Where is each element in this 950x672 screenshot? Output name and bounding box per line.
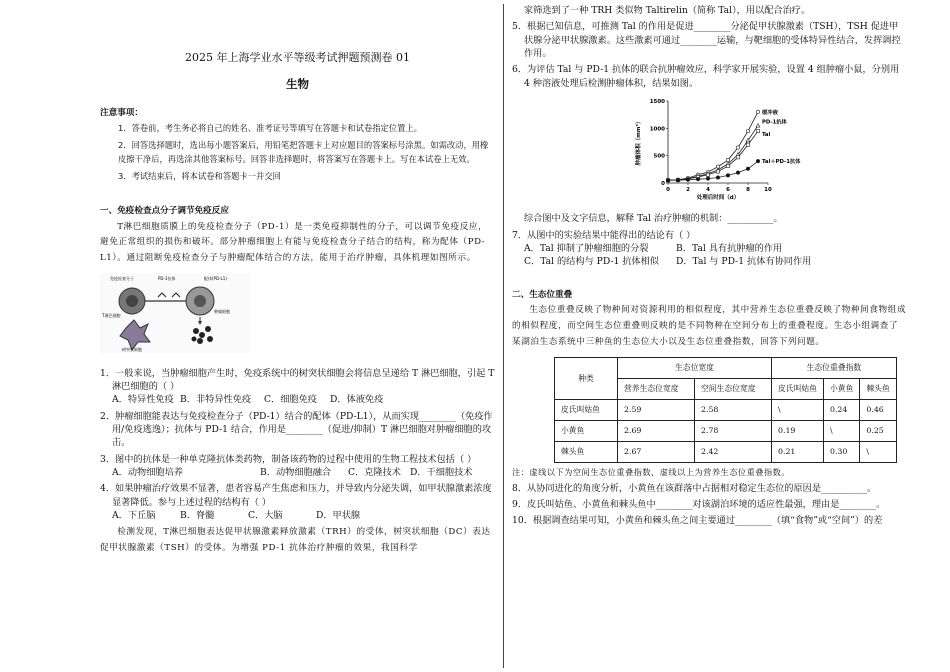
data-point <box>746 143 749 146</box>
x-tick-label: 8 <box>746 187 750 194</box>
notice-item: 1．答卷前，考生务必将自己的姓名、准考证号等填写在答题卡和试卷指定位置上。 <box>118 123 422 134</box>
cell: 0.24 <box>823 399 859 420</box>
question-7: 7．从图中的实验结果中能得出的结论有（ ） <box>512 229 696 241</box>
cell: \ <box>772 399 824 420</box>
question-2: 2．肿瘤细胞能表达与免疫检查分子（PD-1）结合的配体（PD-L1），从而实现________（免疫作用/免疫逃逸）；抗体与 PD-1 结合，作用是________（促进/抑制）T 淋巴细胞对肿瘤细胞的攻击。 <box>100 410 493 449</box>
option-d: D．干细胞技术 <box>410 467 473 478</box>
option-d: D．甲状腺 <box>316 510 361 522</box>
section2-intro: 生态位重叠反映了物种间对资源利用的相似程度，其中营养生态位重叠反映了物种间食物组成的相似程度，而空间生态位重叠则反映的是不同物种在空间分布上的重叠程度。生态小组调查了某湖泊生态系统中三种鱼的生态位大小以及生态位重叠指数，回答下列问题。 <box>512 305 907 348</box>
option-a: A．动物细胞培养 <box>112 467 183 478</box>
option-c: C．Tal 的结构与 PD-1 抗体相似 <box>524 256 659 268</box>
cell: 0.46 <box>860 399 896 420</box>
data-point <box>746 129 749 132</box>
column-divider <box>503 4 504 668</box>
series-label: 缓冲液 <box>762 109 778 116</box>
section2-heading: 二、生态位重叠 <box>512 289 573 300</box>
data-point <box>726 174 729 177</box>
tumor-volume-chart <box>632 93 812 205</box>
option-b: B．动物细胞融合 <box>260 467 332 478</box>
question-1: 1．一般来说，当肿瘤细胞产生时，免疫系统中的树突状细胞会将信息呈递给 T 淋巴细胞，引起 T 淋巴细胞的（ ） <box>100 367 495 392</box>
left-column <box>100 0 495 557</box>
question-6: 6．为评估 Tal 与 PD-1 抗体的联合抗肿瘤效应，科学家开展实验，设置 4 组肿瘤小鼠，分别用 4 种溶液处理后检测肿瘤体积，结果如图。 <box>512 64 900 89</box>
data-point <box>706 173 709 176</box>
row-name: 皮氏叫姑鱼 <box>555 399 618 420</box>
exam-title: 2025 年上海学业水平等级考试押题预测卷 01 <box>185 51 410 64</box>
row-name: 棘头鱼 <box>555 441 618 462</box>
table-note: 注：虚线以下为空间生态位重叠指数，虚线以上为营养生态位重叠指数。 <box>512 466 791 477</box>
series-line <box>668 131 758 180</box>
question-1-options <box>100 393 495 406</box>
option-d: D．体液免疫 <box>330 394 384 406</box>
data-point <box>676 179 679 182</box>
immune-mechanism-figure <box>100 273 250 353</box>
series-label: PD-1抗体 <box>762 119 787 126</box>
cell: 2.58 <box>695 399 772 420</box>
subheader-cell: 小黄鱼 <box>823 378 859 399</box>
width-header: 生态位宽度 <box>618 357 772 378</box>
question-9: 9．皮氏叫姑鱼、小黄鱼和棘头鱼中________对该湖泊环境的适应性最强，理由是________。 <box>512 499 886 511</box>
option-b: B．非特异性免疫 <box>180 394 252 406</box>
data-point <box>726 165 729 168</box>
question-7-options-row1 <box>512 242 907 255</box>
cell: 2.59 <box>618 399 695 420</box>
figure-label-ligand: 配体(PD-L1) <box>204 276 227 282</box>
continued-text: 家筛选到了一种 TRH 类似物 Taltirelin（简称 Tal），用以配合治疗。 <box>524 5 811 16</box>
x-tick-label: 2 <box>686 187 690 194</box>
data-point <box>756 159 759 162</box>
option-b: B．Tal 具有抗肿瘤的作用 <box>676 243 783 255</box>
question-8: 8．从协同进化的角度分析，小黄鱼在该群落中占据相对稳定生态位的原因是__________。 <box>512 482 877 494</box>
data-point <box>716 176 719 179</box>
subheader-cell: 营养生态位宽度 <box>618 378 695 399</box>
x-axis-label: 处理后时间（d） <box>696 195 740 202</box>
cell: 2.69 <box>618 420 695 441</box>
figure-label-tumor-cell: 肿瘤细胞 <box>214 309 230 315</box>
notice-item: 2．回答选择题时，选出每小题答案后，用铅笔把答题卡上对应题目的答案标号涂黑。如需改动，用橡皮擦干净后，再选涂其他答案标号。回答非选择题时，将答案写在答题卡上。写在本试卷上无效。 <box>118 139 489 165</box>
overlap-header: 生态位重叠指数 <box>772 357 897 378</box>
row-name: 小黄鱼 <box>555 420 618 441</box>
data-point <box>756 110 759 113</box>
option-a: A．特异性免疫 <box>112 394 174 406</box>
data-point <box>726 158 729 161</box>
cell: 0.25 <box>860 420 896 441</box>
table-row <box>555 441 897 462</box>
cell: 2.78 <box>695 420 772 441</box>
y-tick-label: 0 <box>661 181 665 188</box>
subheader-cell: 空间生态位宽度 <box>695 378 772 399</box>
x-tick-label: 10 <box>764 187 772 194</box>
question-5: 5．根据已知信息，可推测 Tal 的作用是促进________分泌促甲状腺激素（TSH），TSH 促进甲状腺分泌甲状腺激素。这些激素可通过________运输，与靶细胞的受体特异性结合，发挥调控作用。 <box>512 21 901 60</box>
niche-table <box>554 357 897 463</box>
option-b: B．脊髓 <box>180 510 215 522</box>
series-line <box>668 126 758 181</box>
subheader-cell: 皮氏叫姑鱼 <box>772 378 824 399</box>
question-4-options <box>100 509 495 522</box>
cell: 2.67 <box>618 441 695 462</box>
question-3: 3．图中的抗体是一种单克隆抗体类药物，制备该药物的过程中使用的生物工程技术包括（ ） <box>100 453 477 465</box>
option-d: D．Tal 与 PD-1 抗体有协同作用 <box>676 256 812 268</box>
cell: 0.30 <box>823 441 859 462</box>
y-tick-label: 500 <box>653 153 665 160</box>
series-label: Tal＋PD-1抗体 <box>762 159 801 166</box>
species-header: 种类 <box>555 357 618 399</box>
question-3-options <box>100 466 495 479</box>
cell: 2.42 <box>695 441 772 462</box>
data-point <box>696 178 699 181</box>
x-tick-label: 4 <box>706 187 710 194</box>
cell: 0.21 <box>772 441 824 462</box>
data-point <box>716 170 719 173</box>
cell: \ <box>823 420 859 441</box>
table-header-row <box>555 357 897 378</box>
data-point <box>666 179 669 182</box>
series-label: Tal <box>762 132 771 139</box>
table-row <box>555 420 897 441</box>
option-c: C．细胞免疫 <box>264 394 317 406</box>
y-tick-label: 1500 <box>649 99 665 106</box>
figure-label-antibody: PD-1抗体 <box>158 276 176 282</box>
data-point <box>706 177 709 180</box>
option-a: A．Tal 抑制了肿瘤细胞的分裂 <box>524 243 649 255</box>
figure-label-t-cell: T淋巴细胞 <box>102 313 121 319</box>
data-point <box>736 156 739 159</box>
series-line <box>668 161 758 180</box>
question-7-options-row2 <box>512 255 907 268</box>
question-6-explain: 综合图中及文字信息，解释 Tal 治疗肿瘤的机制：__________。 <box>524 213 783 225</box>
notice-item: 3．考试结束后，将本试卷和答题卡一并交回 <box>118 170 281 181</box>
figure-label-dendritic-cell: 树突状细胞 <box>122 347 142 353</box>
x-tick-label: 6 <box>726 187 730 194</box>
data-point <box>756 124 760 128</box>
data-point <box>686 178 689 181</box>
y-tick-label: 1000 <box>649 126 665 133</box>
y-axis-label: 肿瘤体积（mm³） <box>636 118 642 166</box>
data-point <box>736 146 739 149</box>
notice-heading: 注意事项： <box>100 107 143 118</box>
subject-title: 生物 <box>286 76 309 91</box>
cell: \ <box>860 441 896 462</box>
option-c: C．克隆技术 <box>348 467 401 478</box>
section1-heading: 一、免疫检查点分子调节免疫反应 <box>100 206 229 217</box>
option-c: C．大脑 <box>248 510 283 522</box>
question-4: 4．如果肿瘤治疗效果不显著，患者容易产生焦虑和压力，并导致内分泌失调，如甲状腺激素浓度显著降低。参与上述过程的结构有（ ） <box>100 483 492 508</box>
question-10: 10．根据调查结果可知，小黄鱼和棘头鱼之间主要通过________（填“食物”或“空间”）的差 <box>512 515 883 527</box>
subheader-cell: 棘头鱼 <box>860 378 896 399</box>
data-point <box>756 130 759 133</box>
right-column <box>512 0 907 528</box>
option-a: A．下丘脑 <box>112 510 156 522</box>
table-row <box>555 399 897 420</box>
data-point <box>736 171 739 174</box>
section1-intro: T淋巴细胞质膜上的免疫检查分子（PD-1）是一类免疫抑制性的分子，可以调节免疫反应，避免正常组织的损伤和破坏。部分肿瘤细胞上有能与免疫检查分子结合的结构，称为配体（PD-L1）。通过阻断免疫检查分子与肿瘤配体结合的方法，能用于治疗肿瘤，具体机理如图所示。 <box>100 221 488 264</box>
figure-label-checkpoint: 免疫检查分子 <box>110 276 134 282</box>
section1-para2: 检测发现，T淋巴细胞表达促甲状腺激素释放激素（TRH）的受体，树突状细胞（DC）表达促甲状腺激素（TSH）的受体。为增强 PD-1 抗体治疗肿瘤的效果，我国科学 <box>100 527 491 554</box>
data-point <box>746 167 749 170</box>
cell: 0.19 <box>772 420 824 441</box>
x-tick-label: 0 <box>666 187 670 194</box>
